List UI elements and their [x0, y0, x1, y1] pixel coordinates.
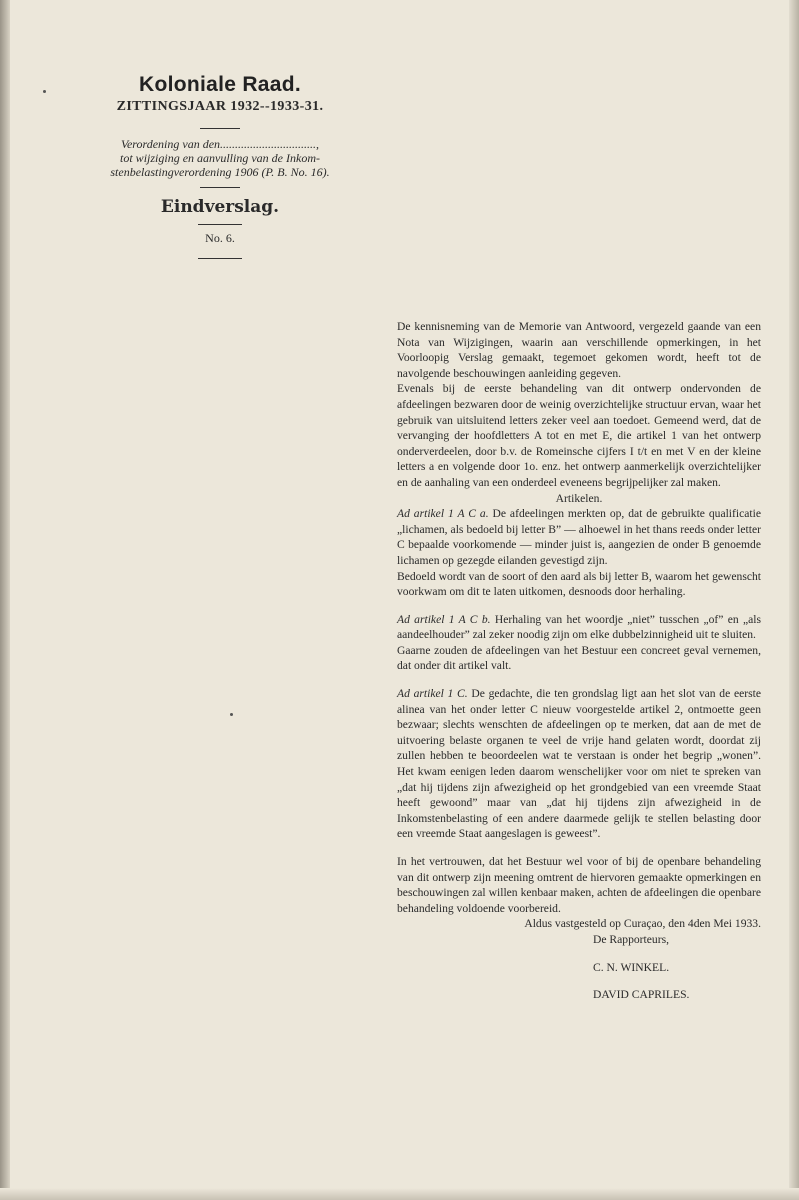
paragraph-conclusion: In het vertrouwen, dat het Bestuur wel voor of bij de openbare behandeling van dit ontwerp zijn meening omtrent de hiervoren gemaakte opmerkingen en beschouwingen zal willen kenbaar maken, achten de afdeelingen die openbare behandeling voldoende voorbereid.: [397, 855, 761, 915]
article-text: De afdeelingen merkten op, dat de gebruikte qualificatie „lichamen, als bedoeld bij letter B” — alhoewel in het thans reeds onder letter C bepaalde voorkomende — minder juist is, aangezien de onder B genoemde lichamen op gezegde eilanden gevestigd zijn.: [397, 507, 761, 567]
ordinance-line-1: Verordening van den................................,: [120, 137, 320, 151]
rapporteurs-label: De Rapporteurs,: [593, 932, 669, 946]
signatory-capriles: DAVID CAPRILES.: [593, 988, 690, 1002]
article-label: Ad artikel 1 C.: [397, 687, 468, 701]
speck-mark: [230, 713, 233, 716]
divider-rule: [200, 187, 240, 188]
paragraph-article-1a-cont: Bedoeld wordt van de soort of den aard als bij letter B, waarom het gewenscht voorkwam om dit te laten uitkomen, desnoods door herhaling.: [397, 569, 761, 599]
paragraph-article-1c: [397, 686, 761, 842]
paragraph-structure: Evenals bij de eerste behandeling van dit ontwerp ondervonden de afdeelingen bezwaren door de weinig overzichtelijke structuur ervan, waar het gebruik van uitsluitend letters zeker veel aan toedoet. Gemeend werd, dat de vervanging der hoofdletters A tot en met E, die artikel 1 van het ontwerp onderverdeelen, door b.v. de Romeinsche cijfers I t/t en met V en der kleine letters a en volgende door 1o. enz. het ontwerp aanmerkelijk overzichtelijker en de aanhaling van een onderdeel eveneens begrijpelijker zal maken.: [397, 382, 761, 489]
page-left-edge: [0, 0, 10, 1200]
page-right-edge: [789, 0, 799, 1200]
divider-rule: [198, 258, 242, 259]
council-title: Koloniale Raad.: [138, 73, 302, 96]
paragraph-intro: De kennisneming van de Memorie van Antwoord, vergezeld gaande van een Nota van Wijzigingen, waarin aan verschillende opmerkingen, in het Voorloopig Verslag gemaakt, tegemoet gekomen wordt, heeft tot de navolgende beschouwingen aanleiding gegeven.: [397, 320, 761, 380]
paragraph-article-1b: [397, 612, 761, 643]
paragraph-article-1a: [397, 506, 761, 568]
article-text: De gedachte, die ten grondslag ligt aan het slot van de eerste alinea van het onder letter C nieuw voorgestelde artikel 2, ontmoette geen bezwaar; slechts wenschten de afdeelingen op te merken, dat aan de met de uitvoering belaste organen te veel de vrije hand gelaten wordt, doordat zij zullen hebben te beoordeelen wat te verstaan is onder het begrip „wonen”. Het kwam eenigen leden daarom wenschelijker voor om niet te spreken van „dat hij tijdens zijn afwezigheid op het grondgebied van een vreemde Staat heeft gewoond” maar van „dat hij tijdens zijn afwezigheid in de Inkomstenbelasting of een andere daarmede gelijk te stellen belasting door een vreemde Staat aangeslagen is geweest”.: [397, 687, 761, 841]
divider-rule: [198, 224, 242, 225]
ordinance-line-3: stenbelastingverordening 1906 (P. B. No. 16).: [110, 165, 330, 179]
ordinance-description: [70, 137, 370, 179]
closing-line: Aldus vastgesteld op Curaçao, den 4den Mei 1933.: [524, 917, 761, 931]
session-year: ZITTINGSJAAR 1932--1933-31.: [116, 99, 324, 114]
article-text: Herhaling van het woordje „niet” tusschen „of” en „als aandeelhouder” zal zeker noodig zijn om elke dubbelzinnigheid uit te sluiten.: [397, 612, 761, 642]
paragraph-article-1b-cont: Gaarne zouden de afdeelingen van het Bestuur een concreet geval vernemen, dat onder dit artikel valt.: [397, 643, 761, 673]
ordinance-line-2: tot wijziging en aanvulling van de Inkom-: [120, 151, 320, 165]
signatory-winkel: C. N. WINKEL.: [593, 960, 670, 974]
page-bottom-edge: [0, 1188, 799, 1200]
document-header: [70, 72, 370, 259]
article-label: Ad artikel 1 A C b.: [397, 612, 491, 626]
document-number: No. 6.: [205, 231, 235, 245]
report-title: Eindverslag.: [160, 197, 280, 217]
divider-rule: [200, 128, 240, 129]
section-heading: Artikelen.: [555, 491, 603, 505]
speck-mark: [43, 90, 46, 93]
report-body: [397, 319, 761, 1003]
article-label: Ad artikel 1 A C a.: [397, 507, 489, 521]
